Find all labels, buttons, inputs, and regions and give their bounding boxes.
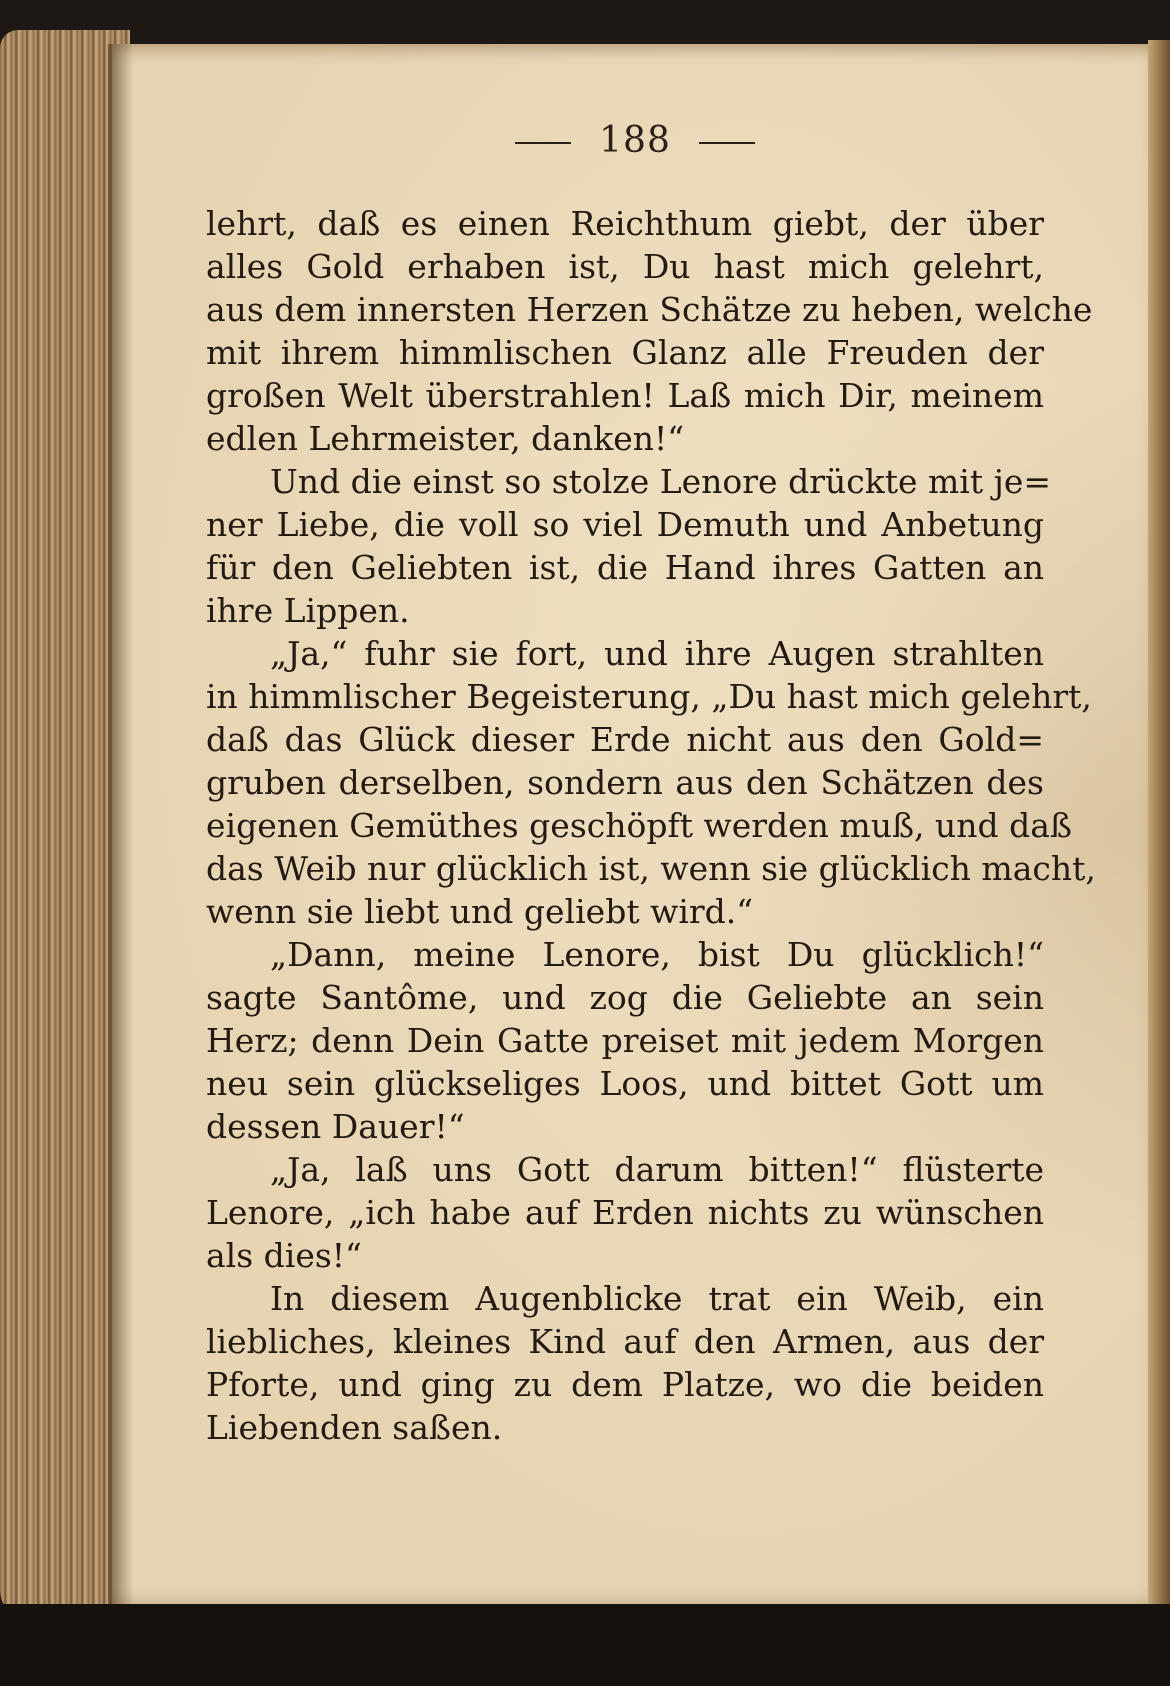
text-line: für den Geliebten ist, die Hand ihres Gatten an (206, 548, 1044, 587)
text-line: das Weib nur glücklich ist, wenn sie glücklich macht, (206, 849, 1096, 888)
text-line: eigenen Gemüthes geschöpft werden muß, und daß (206, 806, 1072, 845)
text-line: lehrt, daß es einen Reichthum giebt, der über (206, 204, 1044, 243)
text-line: neu sein glückseliges Loos, und bittet Gott um (206, 1064, 1044, 1103)
body-text (206, 202, 1096, 1449)
text-line: liebliches, kleines Kind auf den Armen, aus der (206, 1322, 1044, 1361)
text-line: wenn sie liebt und geliebt wird.“ (206, 892, 754, 931)
text-line: Pforte, und ging zu dem Platze, wo die beiden (206, 1365, 1044, 1404)
text-line: ihre Lippen. (206, 591, 410, 630)
text-line: „Ja,“ fuhr sie fort, und ihre Augen strahlten (270, 634, 1044, 673)
text-line: Liebenden saßen. (206, 1408, 503, 1447)
text-line: In diesem Augenblicke trat ein Weib, ein (270, 1279, 1044, 1318)
scan-background-bottom (0, 1604, 1170, 1686)
text-line: mit ihrem himmlischen Glanz alle Freuden der (206, 333, 1044, 372)
text-line: daß das Glück dieser Erde nicht aus den Gold= (206, 720, 1044, 759)
header-dash-left (515, 142, 571, 144)
header-dash-right (699, 142, 755, 144)
text-line: Herz; denn Dein Gatte preiset mit jedem Morgen (206, 1021, 1044, 1060)
text-line: gruben derselben, sondern aus den Schätzen des (206, 763, 1044, 802)
text-line: großen Welt überstrahlen! Laß mich Dir, meinem (206, 376, 1044, 415)
page-number: 188 (599, 120, 671, 161)
text-line: sagte Santôme, und zog die Geliebte an sein (206, 978, 1044, 1017)
text-line: als dies!“ (206, 1236, 362, 1275)
text-line: alles Gold erhaben ist, Du hast mich gelehrt, (206, 247, 1044, 286)
spine-shadow (108, 44, 134, 1604)
text-line: dessen Dauer!“ (206, 1107, 465, 1146)
text-line: in himmlischer Begeisterung, „Du hast mich gelehrt, (206, 677, 1092, 716)
page-right-edge (1148, 40, 1170, 1610)
text-line: ner Liebe, die voll so viel Demuth und Anbetung (206, 505, 1044, 544)
text-line: Und die einst so stolze Lenore drückte mit je= (270, 462, 1051, 501)
text-line: aus dem innersten Herzen Schätze zu heben, welche (206, 290, 1093, 329)
text-line: „Ja, laß uns Gott darum bitten!“ flüsterte (270, 1150, 1044, 1189)
page-header (0, 120, 1170, 161)
text-line: Lenore, „ich habe auf Erden nichts zu wünschen (206, 1193, 1044, 1232)
text-line: edlen Lehrmeister, danken!“ (206, 419, 685, 458)
text-line: „Dann, meine Lenore, bist Du glücklich!“ (270, 935, 1044, 974)
